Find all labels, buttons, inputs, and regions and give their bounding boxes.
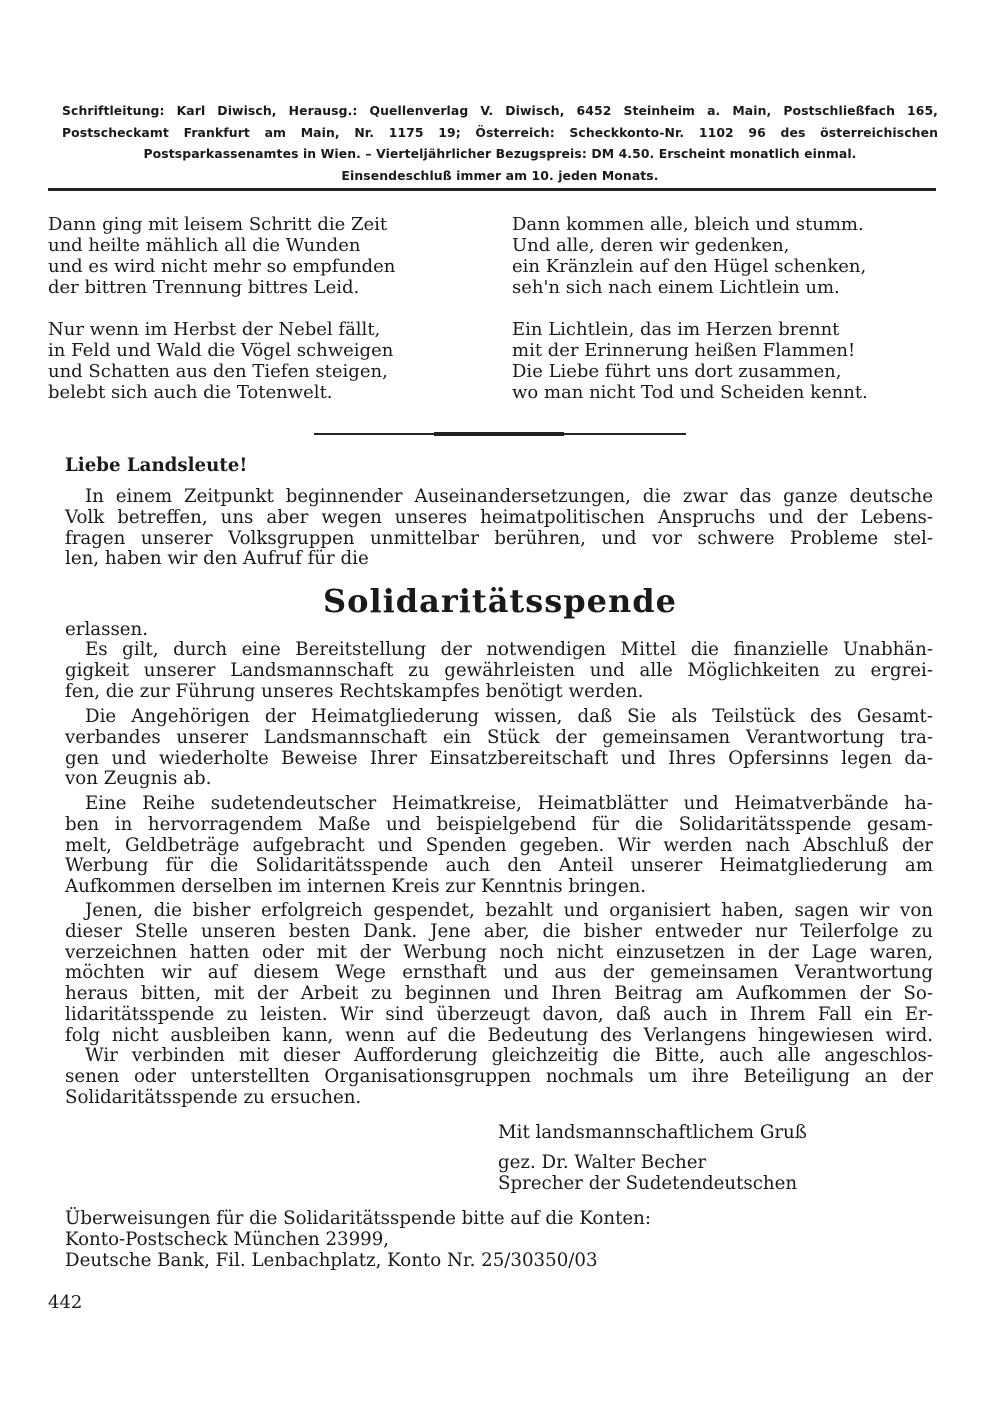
verse: und heilte mählich all die Wunden [48,235,361,256]
masthead-line: Postsparkassenamtes in Wien. – Vierteljährlicher Bezugspreis: DM 4.50. Erscheint monatlich einmal. [143,146,857,161]
text-line: gen und wiederholte Beweise Ihrer Einsatzbereitschaft und Ihres Opfersinns legen da- [65,747,933,769]
verse: Die Liebe führt uns dort zusammen, [512,361,842,382]
masthead-line: Schriftleitung: Karl Diwisch, Herausg.: Quellenverlag V. Diwisch, 6452 Steinheim a. Main, Postschließfach 165, [62,103,938,118]
signature-line: Sprecher der Sudetendeutschen [498,1172,798,1194]
text-line: Überweisungen für die Solidaritätsspende bitte auf die Konten: [65,1208,652,1229]
closing: Mit landsmannschaftlichem Gruß [498,1122,807,1143]
text-line: fen, die zur Führung unseres Rechtskampfes benötigt werden. [65,680,644,702]
paragraph-2 [65,640,933,702]
masthead-line: Einsendeschluß immer am 10. jeden Monats. [341,167,659,183]
text-line: len, haben wir den Aufruf für die [65,548,369,570]
verse: ein Kränzlein auf den Hügel schenken, [512,256,867,277]
poem-left-column [48,214,395,424]
verse: Nur wenn im Herbst der Nebel fällt, [48,319,381,340]
verse: der bittren Trennung bittres Leid. [48,277,360,298]
paragraph-3 [65,707,933,790]
text-line: heraus bitten, mit der Arbeit zu beginnen und Ihren Beitrag am Aufkommen der So- [65,983,933,1005]
text-line: Jenen, die bisher erfolgreich gespendet, bezahlt und organisiert haben, sagen wir von [85,900,933,921]
text-line: gigkeit unserer Landsmannschaft zu gewährleisten und alle Möglichkeiten zu ergrei- [65,659,933,681]
divider [48,188,936,191]
masthead-line: Postscheckamt Frankfurt am Main, Nr. 1175 19; Österreich: Scheckkonto-Nr. 1102 96 des österreichischen [62,124,938,140]
verse: in Feld und Wald die Vögel schweigen [48,340,394,361]
text-line: lidaritätsspende zu leisten. Wir sind überzeugt davon, daß auch in Ihrem Fall ein Er- [65,1003,933,1025]
text-line: Volk betreffen, uns aber wegen unseres heimatpolitischen Anspruchs und der Lebens- [65,506,933,528]
text-line: ben in hervorragendem Maße und beispielgebend für die Solidaritätsspende gesam- [65,813,933,835]
text-line: folg nicht ausbleiben kann, wenn auf die Bedeutung des Verlangens hingewiesen wird. [65,1024,933,1046]
text-line: Wir verbinden mit dieser Aufforderung gleichzeitig die Bitte, auch alle angeschlos- [85,1045,933,1066]
text-line: dieser Stelle unseren besten Dank. Jene aber, die bisher entweder nur Teilerfolge zu [65,920,933,942]
stanza [512,214,868,298]
text-line: verzeichnen hatten oder mit der Werbung noch nicht einzusetzen in der Lage waren, [65,941,933,963]
verse: Und alle, deren wir gedenken, [512,235,790,256]
text-line: fragen unserer Volksgruppen unmittelbar berühren, und vor schwere Probleme stel- [65,527,933,549]
text-line: erlassen. [65,619,149,640]
paragraph-4 [65,794,933,898]
heading-solidaritaetsspende: Solidaritätsspende [323,582,677,620]
ornamental-divider [314,433,686,435]
text-line: möchten wir auf diesem Wege ernsthaft und aus der gemeinsamen Verantwortung [65,962,933,984]
stanza [512,319,868,403]
poem-right-column [512,214,868,424]
text-line: Werbung für die Solidaritätsspende auch den Anteil unserer Heimatgliederung am [65,855,933,877]
text-line: Aufkommen derselben im internen Kreis zur Kenntnis bringen. [65,876,647,898]
verse: Ein Lichtlein, das im Herzen brennt [512,319,840,340]
masthead [62,100,938,186]
text-line: Eine Reihe sudetendeutscher Heimatkreise, Heimatblätter und Heimatverbände ha- [85,793,933,814]
paragraph-5 [65,901,933,1047]
text-line: Es gilt, durch eine Bereitstellung der notwendigen Mittel die finanzielle Unabhän- [85,639,933,660]
verse: und Schatten aus den Tiefen steigen, [48,361,388,382]
text-line: Konto-Postscheck München 23999, [65,1228,390,1250]
text-line: verbandes unserer Landsmannschaft ein Stück der gemeinsamen Verantwortung tra- [65,726,933,748]
text-line: Deutsche Bank, Fil. Lenbachplatz, Konto Nr. 25/30350/03 [65,1249,598,1271]
text-line: melt, Geldbeträge aufgebracht und Spenden gegeben. Wir werden nach Abschluß der [65,834,933,856]
transfer-info [65,1209,933,1271]
signature-line: gez. Dr. Walter Becher [498,1152,707,1173]
salutation: Liebe Landsleute! [65,455,248,476]
text-line: Solidaritätsspende zu ersuchen. [65,1086,362,1108]
stanza [48,214,395,298]
text-line: von Zeugnis ab. [65,768,212,790]
verse: mit der Erinnerung heißen Flammen! [512,340,856,361]
text-line: Die Angehörigen der Heimatgliederung wissen, daß Sie als Teilstück des Gesamt- [85,706,933,727]
verse: Dann ging mit leisem Schritt die Zeit [48,214,388,235]
stanza [48,319,395,403]
text-line: senen oder unterstellten Organisationsgruppen nochmals um ihre Beteiligung an der [65,1065,933,1087]
verse: und es wird nicht mehr so empfunden [48,256,396,277]
text-line: In einem Zeitpunkt beginnender Auseinandersetzungen, die zwar das ganze deutsche [85,486,933,507]
page-number: 442 [48,1292,83,1313]
verse: belebt sich auch die Totenwelt. [48,382,333,403]
paragraph-6 [65,1046,933,1108]
verse: seh'n sich nach einem Lichtlein um. [512,277,840,298]
verse: Dann kommen alle, bleich und stumm. [512,214,864,235]
signature [498,1153,918,1195]
verse: wo man nicht Tod und Scheiden kennt. [512,382,868,403]
paragraph-1 [65,487,933,570]
